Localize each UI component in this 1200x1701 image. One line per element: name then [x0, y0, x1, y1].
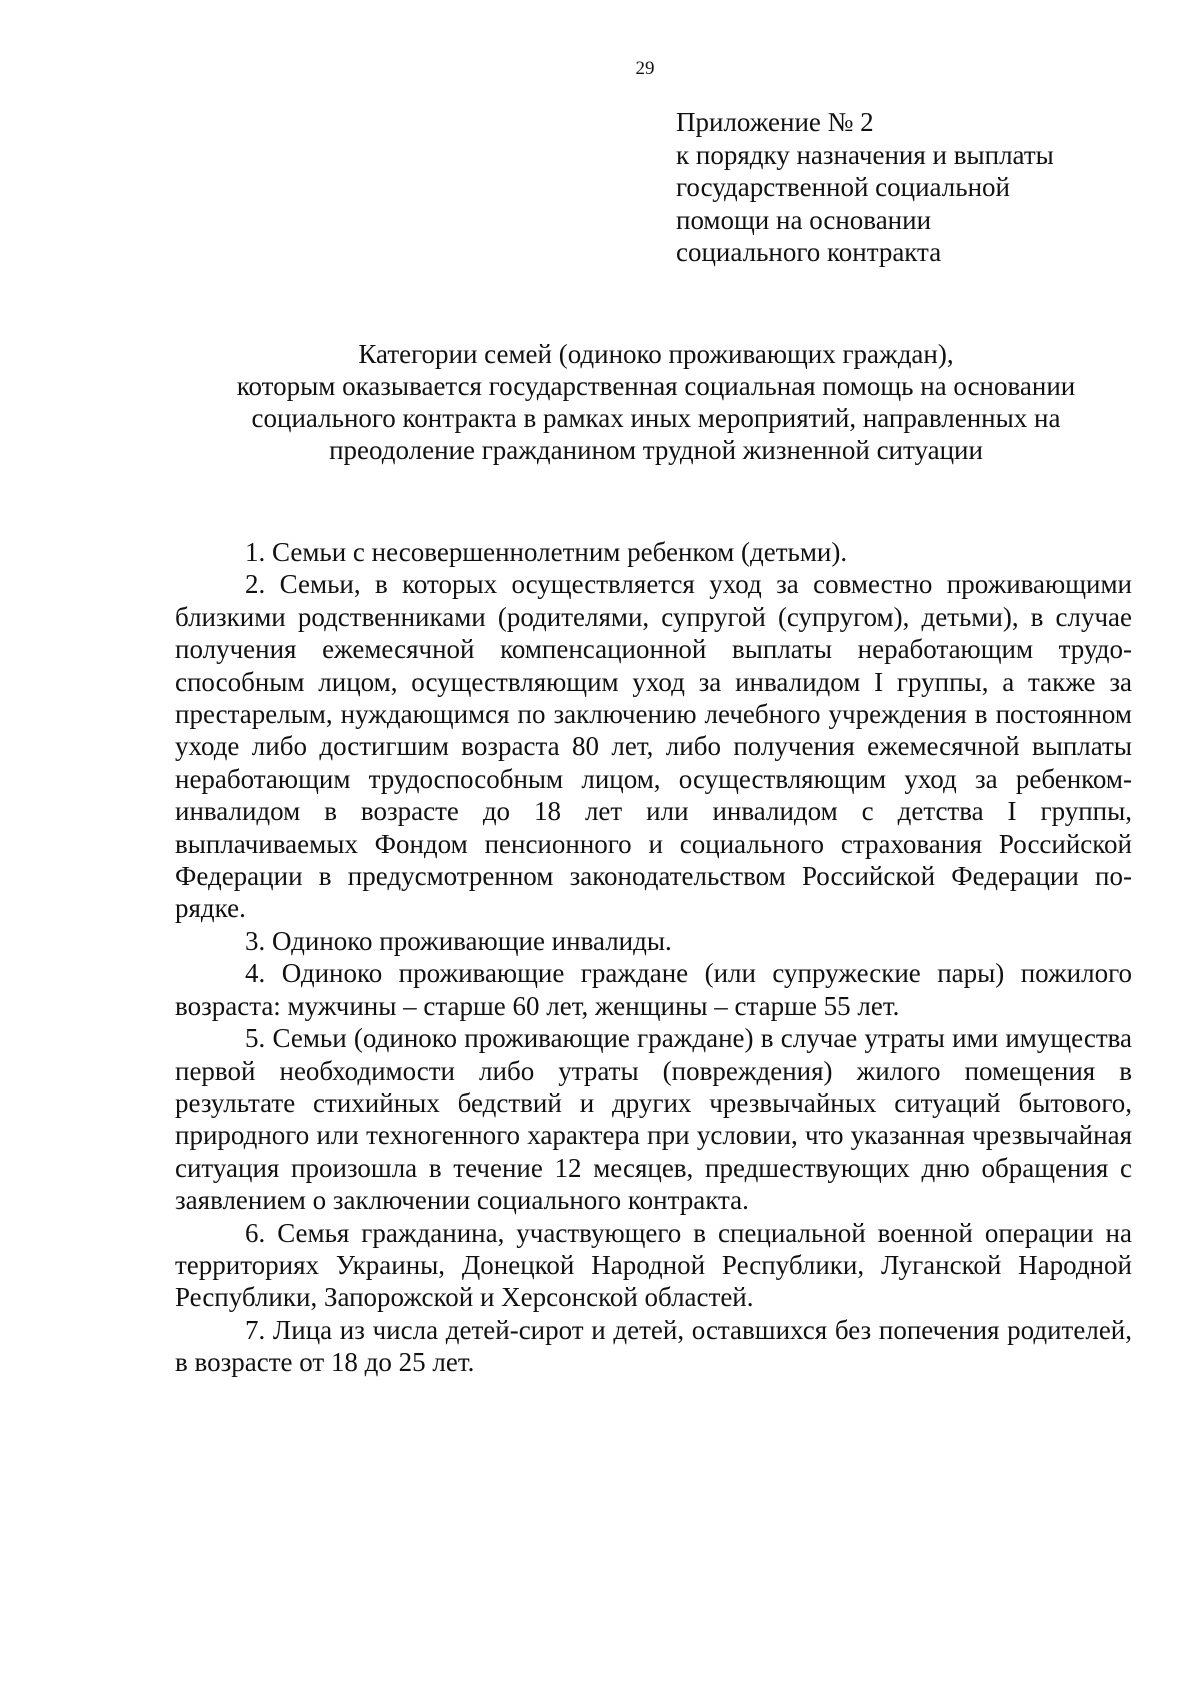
appendix-line: к порядку назначения и выплаты: [676, 139, 1054, 170]
category-item-4: 4. Одиноко проживающие граждане (или супружеские пары) пожилого возраста: мужчины – старше 60 лет, женщины – старше 55 лет.: [175, 958, 1132, 1021]
category-item-1: 1. Семьи с несовершеннолетним ребенком (детьми).: [245, 537, 848, 567]
category-item-2: 2. Семьи, в которых осуществляется уход за совместно проживающими близкими родственниками (родителями, супругой (супругом), детьми), в случае получения ежемесячной компенсационной выплаты неработающим трудоспособным лицом, осуществляющим уход за инвалидом I группы, а также за престарелым, нуждающимся по заключению лечебного учреждения в постоянном уходе либо достигшим возраста 80 лет, либо получения ежемесячной выплаты неработающим трудоспособным лицом, осуществляющим уход за ребенком-инвалидом в возрасте до 18 лет или инвалидом с детства I группы, выплачиваемых Фондом пенсионного и социального страхования Российской Федерации в предусмотренном законодательством Российской Федерации порядке.: [175, 569, 1132, 924]
appendix-line: Приложение № 2: [676, 107, 874, 137]
categories-list: [175, 536, 1132, 1379]
category-item-3: 3. Одиноко проживающие инвалиды.: [245, 925, 672, 956]
title-line: которым оказывается государственная социальная помощь на основании: [236, 371, 1076, 401]
category-item-6: 6. Семья гражданина, участвующего в специальной военной операции на территориях Украины, Донецкой Народной Республики, Луганской Народной Республики, Запорожской и Херсонской областей.: [175, 1217, 1132, 1313]
document-title: [175, 338, 1137, 466]
page-number: 29: [635, 58, 655, 79]
category-item-7: 7. Лица из числа детей-сирот и детей, оставшихся без попечения родителей, в возрасте от 18 до 25 лет.: [175, 1314, 1132, 1378]
title-line: социального контракта в рамках иных мероприятий, направленных на: [251, 403, 1061, 433]
category-item-5: 5. Семьи (одиноко проживающие граждане) в случае утраты ими имущества первой необходимости либо утраты (повреждения) жилого помещения в результате стихийных бедствий и других чрезвычайных ситуаций бытового, природного или техногенного характера при условии, что указанная чрезвычайная ситуация произошла в течение 12 месяцев, предшествующих дню обращения с заявлением о заключении социального контракта.: [175, 1023, 1132, 1216]
appendix-line: государственной социальной: [676, 172, 1010, 202]
title-line: преодоление гражданином трудной жизненной ситуации: [329, 435, 983, 465]
appendix-line: помощи на основании: [676, 204, 932, 235]
appendix-header: [676, 106, 1156, 269]
title-line: Категории семей (одиноко проживающих граждан),: [358, 339, 954, 369]
appendix-line: социального контракта: [676, 237, 942, 267]
